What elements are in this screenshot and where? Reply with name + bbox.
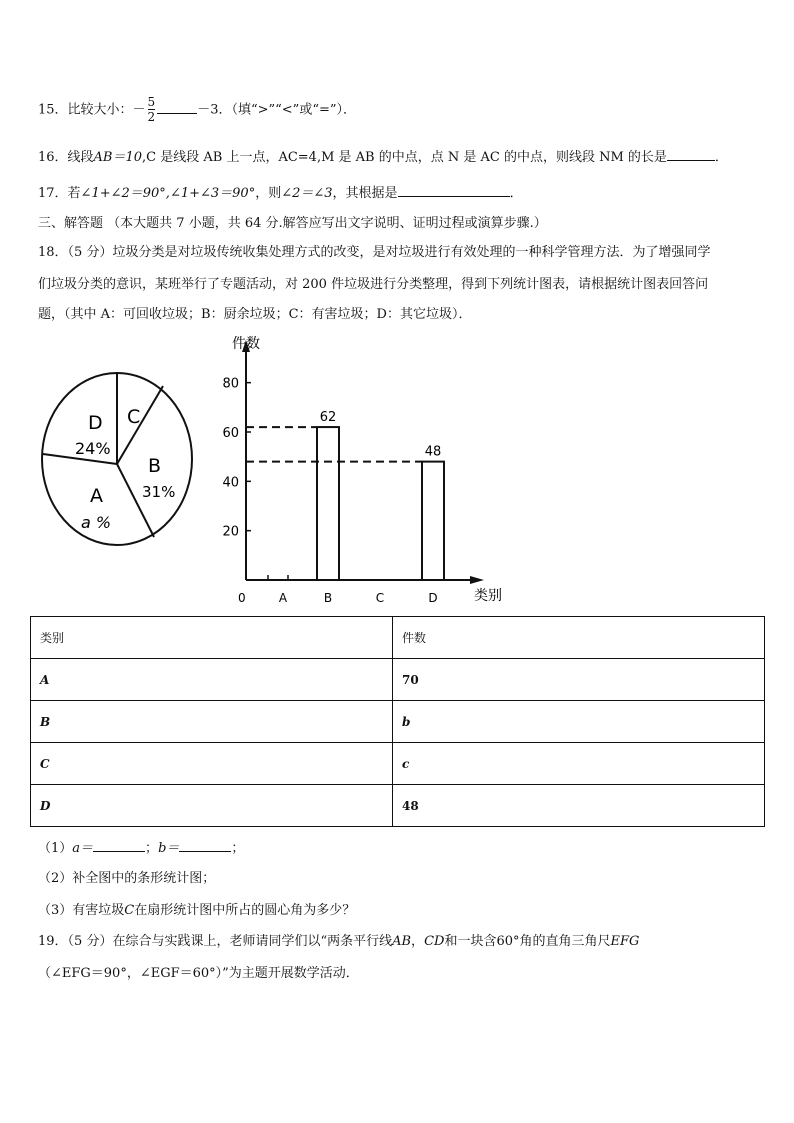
- chart-bars: [246, 410, 444, 580]
- table-cell: D: [31, 785, 393, 827]
- question-17: 17．若∠1+∠2＝90°,∠1+∠3＝90°，则∠2＝∠3，其根据是 ．: [38, 186, 523, 201]
- x-axis-label: 类别: [474, 588, 502, 604]
- pie-chart: [38, 366, 198, 550]
- question-19-line2: （∠EFG＝90°，∠EGF＝60°）”为主题开展数学活动．: [38, 966, 359, 981]
- question-19-line1: 19．（5 分）在综合与实践课上，老师请同学们以“两条平行线AB，CD和一块含60°角的直角三角尺EFG: [38, 934, 640, 949]
- question-18-sub1: （1）a＝ ；b＝ ；: [38, 841, 245, 856]
- x-tick-label: C: [375, 591, 385, 605]
- answer-blank-a[interactable]: [93, 851, 145, 852]
- bar: [422, 462, 444, 580]
- pie-label-b: B: [148, 455, 162, 477]
- x-tick-label: D: [428, 591, 438, 605]
- table-cell: b: [393, 701, 765, 743]
- table-row: [31, 743, 765, 785]
- table-row: [31, 785, 765, 827]
- y-tick-label: 80: [222, 376, 239, 392]
- question-18-line1: 18．（5 分）垃圾分类是对垃圾传统收集处理方式的改变，是对垃圾进行有效处理的一种科学管理方法．为了增强同学: [38, 245, 711, 260]
- question-18-line3: 题，（其中 A：可回收垃圾；B：厨余垃圾；C：有害垃圾；D：其它垃圾）．: [38, 307, 472, 322]
- x-tick-label: B: [323, 591, 333, 605]
- pie-label-a: A: [90, 485, 103, 507]
- y-tick-label: 20: [222, 524, 239, 540]
- x-tick-label: A: [278, 591, 288, 605]
- table-cell: 48: [393, 785, 765, 827]
- pie-pct-d: 24%: [75, 439, 111, 458]
- table-header-row: [31, 617, 765, 659]
- data-table: [30, 616, 765, 827]
- bar-value-label: 48: [424, 444, 442, 460]
- bar-chart: [212, 328, 522, 610]
- section-header: 三、解答题 （本大题共 7 小题，共 64 分.解答应写出文字说明、证明过程或演算步骤.）: [38, 216, 547, 231]
- table-cell: 70: [393, 659, 765, 701]
- table-cell: c: [393, 743, 765, 785]
- question-16: 16．线段AB＝10,C 是线段 AB 上一点，AC=4,M 是 AB 的中点，点 N 是 AC 的中点，则线段 NM 的长是 ．: [38, 150, 728, 165]
- answer-blank-15[interactable]: [157, 113, 197, 114]
- table-cell: C: [31, 743, 393, 785]
- answer-blank-b[interactable]: [179, 851, 231, 852]
- table-row: [31, 701, 765, 743]
- pie-label-d: D: [88, 412, 103, 434]
- y-tick-label: 40: [222, 475, 239, 491]
- fraction: $\frac{5}{2}$: [147, 95, 156, 125]
- question-15: 15．比较大小：－ $\frac{5}{2}$ －3．（填“>”“<”或“=”）．: [38, 95, 357, 125]
- answer-blank-16[interactable]: [667, 160, 715, 161]
- bar: [317, 427, 339, 580]
- bar-value-label: 62: [319, 410, 337, 426]
- question-18-sub3: （3）有害垃圾C在扇形统计图中所占的圆心角为多少？: [38, 903, 356, 918]
- y-axis-label: 件数: [232, 336, 260, 352]
- table-cell: A: [31, 659, 393, 701]
- origin-label: 0: [238, 591, 246, 605]
- x-axis-arrow: [470, 576, 484, 584]
- pie-label-c: C: [127, 406, 141, 428]
- answer-blank-17[interactable]: [398, 196, 510, 197]
- y-tick-label: 60: [222, 426, 239, 441]
- table-header-cell: 件数: [393, 617, 765, 659]
- pie-pct-a: a %: [81, 513, 112, 532]
- question-18-line2: 们垃圾分类的意识，某班举行了专题活动，对 200 件垃圾进行分类整理，得到下列统计图表，请根据统计图表回答问: [38, 277, 709, 292]
- question-18-sub2: （2）补全图中的条形统计图；: [38, 871, 216, 886]
- table-header-cell: 类别: [31, 617, 393, 659]
- table-row: [31, 659, 765, 701]
- table-cell: B: [31, 701, 393, 743]
- pie-pct-b: 31%: [142, 483, 176, 501]
